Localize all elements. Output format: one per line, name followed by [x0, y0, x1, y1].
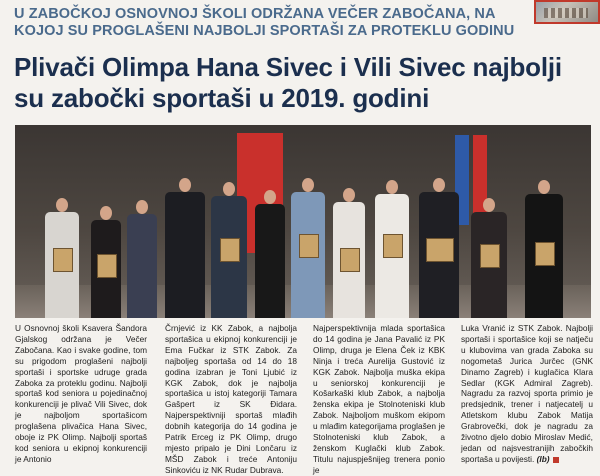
- end-mark-icon: [553, 457, 559, 463]
- group-photo: [15, 125, 591, 318]
- paragraph-text: Luka Vranić iz STK Zabok. Najbolji sportaši i sportašice koji se natječu u klubovima van grada Zaboka su nogometaš Jurica Jurčec (GNK Dinamo Zagreb) i kuglačica Klara Sedlar (KGK Admiral Zagreb). Nagradu za razvoj sporta primio je predsjednik, trener i natjecatelj u Atletskom klubu Zabok Matija Grabrovečki, dok je nagradu za životno djelo dobio Miroslav Medić, jedan od najsvestranijih zabočkih sportaša u povijesti.: [461, 323, 593, 464]
- paragraph: U Osnovnoj školi Ksavera Šandora Gjalskog održana je Večer Zabočana. Kao i svake godine, tom su prigodom proglašeni najbolji sportaši i sportske udruge grada Zaboka za proteklu godinu. Najbolji sportaš kod seniora u pojedinačnoj konkurenciji je plivač Vili Sivec, dok je najboljom sportašicom proglašena plivačica Hana Sivec, oboje iz PK Olimp. Najbolji sportaš kod seniora u ekipnoj konkurenciji je Antonio: [15, 323, 147, 464]
- thumbnail-image: [534, 0, 600, 24]
- paragraph: Najperspektivnija mlada sportašica do 14 godina je Jana Pavalić iz PK Olimp, druga je Elena Ček iz KBK Ninja i treća Aurelija Gustović iz KGK Zabok. Najbolja muška ekipa u seniorskoj konkurenciji je Košarkaški klub Zabok, a najbolja ženska ekipa je Stolnoteniski klub Zabok. Najboljom muškom ekipom u mlađim kategorijama proglašen je Stolnoteniski klub Zabok, a ženskom Kuglački klub Zabok. Titulu najuspješnijeg trenera ponio je: [313, 323, 445, 475]
- paragraph: Črnjević iz KK Zabok, a najbolja sportašica u ekipnoj konkurenciji je Ema Fučkar iz STK Zabok. Za najboljeg sportaša od 14 do 18 godina izabran je Toni Ljubić iz KGK Zabok, dok je najbolja sportašica u istoj kategoriji Tamara Gašpert iz SK Đidara. Najperspektivniji sportaš mlađih dobnih kategorija do 14 godina je Patrik Erceg iz PK Olimp, drugo mjesto pripalo je Dini Lončaru iz MŠD Zabok i treće Antoniju Sinkoviću iz NK Rudar Dubrava.: [165, 323, 297, 475]
- article-column-1: [15, 323, 147, 465]
- paragraph: [461, 323, 593, 465]
- article-column-3: [313, 323, 445, 476]
- author-signature: (lb): [536, 453, 550, 464]
- article-column-2: [165, 323, 297, 476]
- article-kicker: U ZABOČKOJ OSNOVNOJ ŠKOLI ODRŽANA VEČER ZABOČANA, NA KOJOJ SU PROGLAŠENI NAJBOLJI SPORTAŠI ZA PROTEKLU GODINU: [14, 6, 515, 39]
- article-body: [15, 323, 591, 473]
- article-column-4: [461, 323, 593, 465]
- article-headline: Plivači Olimpa Hana Sivec i Vili Sivec najbolji su zabočki sportaši u 2019. godini: [14, 52, 562, 113]
